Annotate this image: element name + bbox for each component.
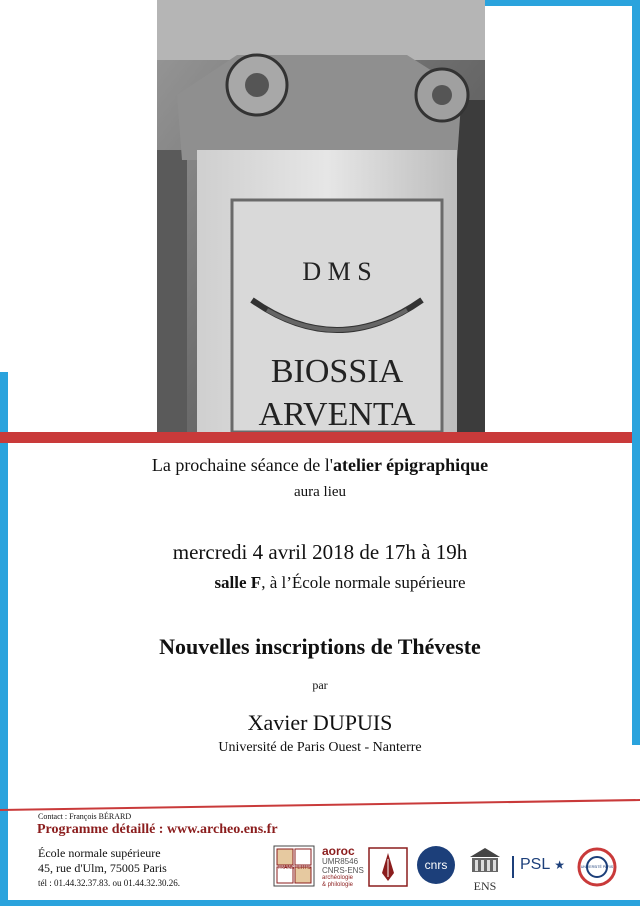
ens-logo bbox=[466, 845, 504, 893]
aoroc-umr: UMR8546 bbox=[322, 857, 359, 866]
paris-seal-logo bbox=[577, 847, 617, 887]
aoroc-title: aoroc bbox=[322, 844, 355, 858]
aoroc-philologie: & philologie bbox=[322, 882, 354, 888]
line1-prefix: La prochaine séance de l' bbox=[151, 455, 333, 475]
announcement-line1 bbox=[0, 455, 640, 476]
psl-text: PSL bbox=[520, 856, 551, 873]
event-date: mercredi 4 avril 2018 de 17h à 19h bbox=[172, 540, 468, 564]
ens-text: ENS bbox=[473, 879, 497, 893]
transferts-text: TRANSFERTS bbox=[277, 865, 311, 871]
psl-logo bbox=[512, 856, 572, 878]
transferts-logo bbox=[273, 845, 315, 887]
building-icon bbox=[466, 845, 504, 875]
frame-bottom-bar bbox=[0, 900, 640, 906]
room-rest: , à l’École normale supérieure bbox=[261, 573, 466, 592]
aoroc-archeologie: archéologie bbox=[322, 875, 354, 881]
aoroc-cnrs-ens: CNRS-ENS bbox=[322, 866, 364, 875]
programme-link[interactable]: Programme détaillé : www.archeo.ens.fr bbox=[37, 822, 278, 837]
pen-icon bbox=[368, 847, 408, 887]
par-label: par bbox=[312, 678, 328, 692]
address-line2: 45, rue d'Ulm, 75005 Paris bbox=[38, 861, 167, 875]
divider-band bbox=[0, 432, 632, 443]
announcement-line2: aura lieu bbox=[293, 484, 347, 500]
footer-divider bbox=[0, 798, 640, 812]
star-icon: ★ bbox=[554, 858, 566, 872]
talk-title: Nouvelles inscriptions de Théveste bbox=[159, 634, 481, 659]
paris-seal-text: UNIVERSITÉ PARIS bbox=[580, 865, 614, 869]
speaker-name: Xavier DUPUIS bbox=[247, 710, 393, 735]
address-line1: École normale supérieure bbox=[38, 846, 161, 860]
speaker-affiliation: Université de Paris Ouest - Nanterre bbox=[218, 740, 422, 755]
contact-text: Contact : François BÉRARD bbox=[38, 812, 132, 821]
cnrs-text: cnrs bbox=[424, 858, 448, 872]
aoroc-logo bbox=[322, 845, 410, 889]
line1-bold: atelier épigraphique bbox=[332, 455, 489, 475]
cnrs-logo bbox=[416, 845, 456, 885]
stele-photo bbox=[157, 0, 485, 432]
room-bold: salle F bbox=[214, 573, 262, 592]
stele-text-dms: D M S bbox=[302, 257, 372, 286]
telephone-text: tél : 01.44.32.37.83. ou 01.44.32.30.26. bbox=[38, 878, 180, 888]
stele-text-name: BIOSSIA bbox=[270, 353, 404, 390]
stele-text-name2: ARVENTA bbox=[258, 396, 416, 432]
event-room bbox=[0, 573, 640, 593]
